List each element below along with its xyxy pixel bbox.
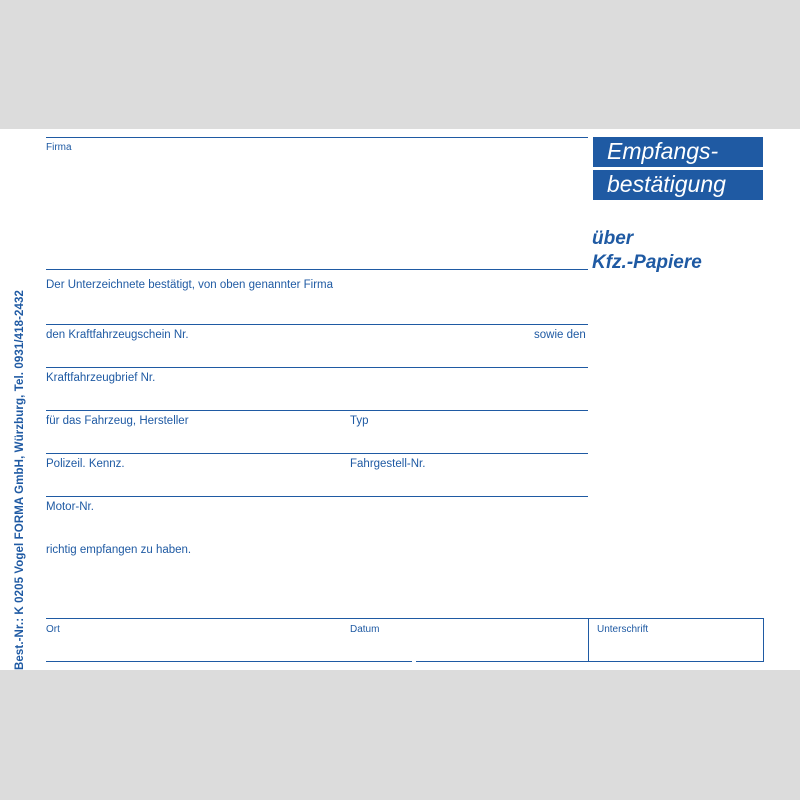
ort-bottom-line[interactable] [46,661,412,662]
kennz-line[interactable] [46,453,588,454]
subtitle-line2: Kfz.-Papiere [592,252,702,273]
sowie-label: sowie den [534,329,586,341]
hersteller-label: für das Fahrzeug, Hersteller [46,415,189,427]
signature-left-divider [588,618,589,662]
kennz-label: Polizeil. Kennz. [46,458,125,470]
signature-top-line [46,618,764,619]
unterschrift-bottom-line[interactable] [588,661,764,662]
firma-label: Firma [46,142,72,153]
title-line1: Empfangs- [593,137,763,167]
kfz-brief-line[interactable] [46,367,588,368]
side-order-text: Best.-Nr.: K 0205 Vogel FORMA GmbH, Würzburg, Tel. 0931/418-2432 [14,289,26,670]
kfz-brief-label: Kraftfahrzeugbrief Nr. [46,372,156,384]
kfz-schein-line[interactable] [46,324,588,325]
subtitle-line1: über [592,228,634,249]
hersteller-line[interactable] [46,410,588,411]
intro-text: Der Unterzeichnete bestätigt, von oben genannter Firma [46,279,334,291]
title-line2: bestätigung [593,170,763,200]
motor-label: Motor-Nr. [46,501,94,513]
closing-text: richtig empfangen zu haben. [46,544,192,556]
signature-right-divider [763,618,764,662]
kfz-schein-label: den Kraftfahrzeugschein Nr. [46,329,189,341]
datum-label: Datum [350,624,380,635]
motor-line[interactable] [46,496,588,497]
fahrgestell-label: Fahrgestell-Nr. [350,458,426,470]
firma-bottom-line [46,269,588,270]
typ-label: Typ [350,415,369,427]
datum-bottom-line[interactable] [416,661,588,662]
receipt-form [0,129,800,670]
ort-label: Ort [46,624,60,635]
unterschrift-label: Unterschrift [597,624,649,635]
firma-top-line [46,137,588,138]
